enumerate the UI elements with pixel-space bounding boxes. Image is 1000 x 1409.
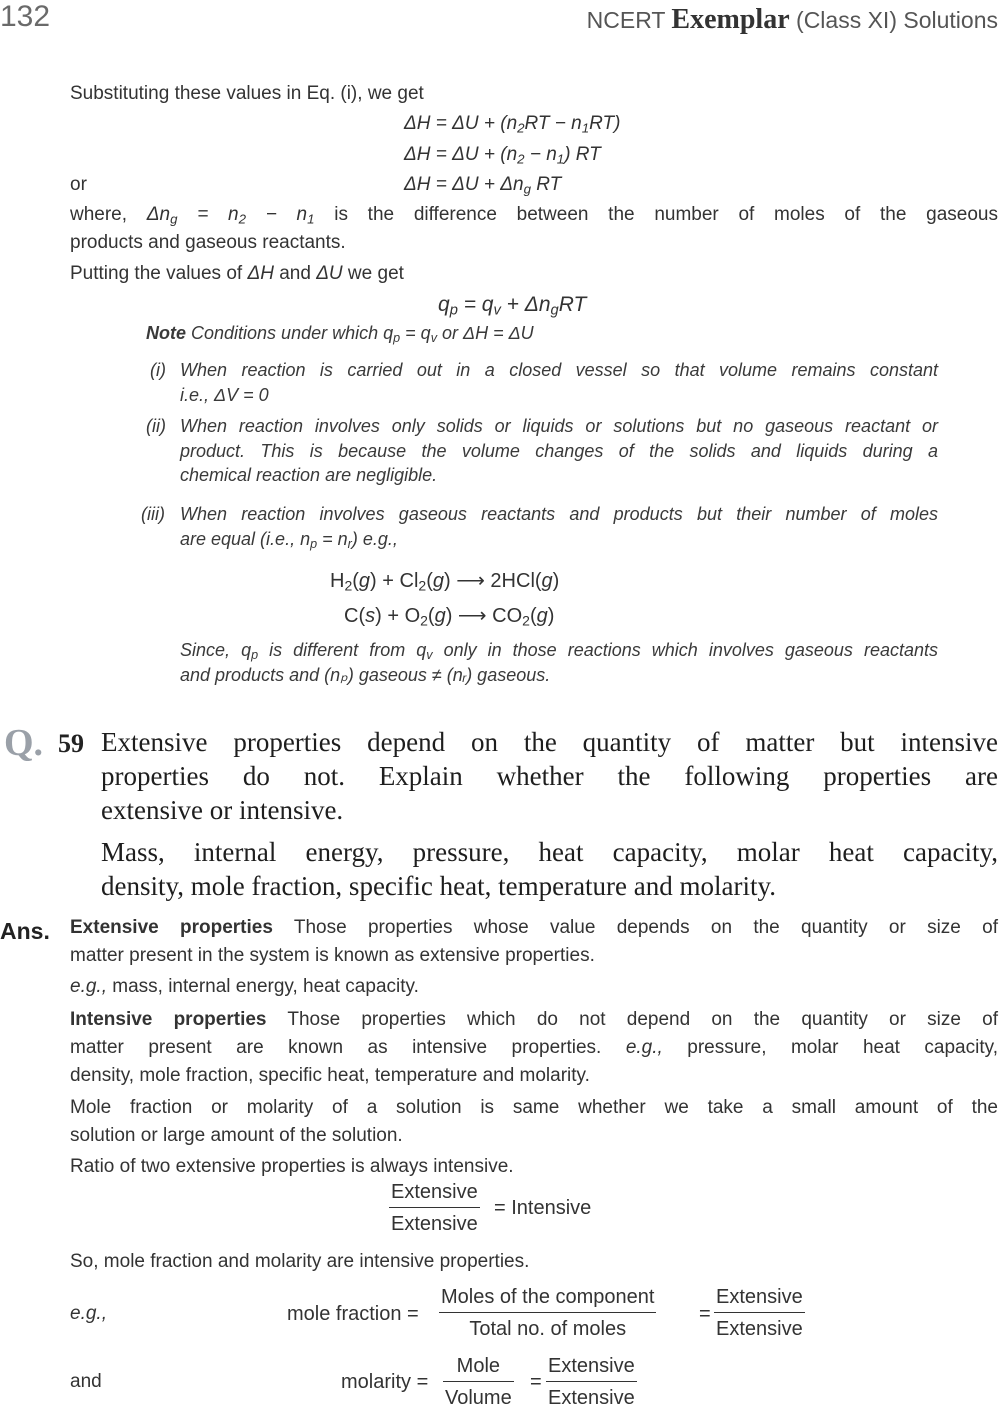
putting-suffix: we get <box>342 263 404 284</box>
molarity-bar <box>443 1381 514 1382</box>
so-line: So, mole fraction and molarity are intensive properties. <box>70 1251 530 1272</box>
where-text-2: is the difference between the number of moles of the gaseous <box>314 204 998 225</box>
molarity-label: molarity = <box>341 1371 429 1393</box>
molarity-eq-sign: = <box>530 1371 542 1393</box>
question-line-4: Mass, internal energy, pressure, heat capacity, molar heat capacity, <box>101 837 998 867</box>
molarity-ext-denominator: Extensive <box>548 1387 635 1409</box>
delta-ng-expr: $\Delta n_g = n_2 - n_1$ <box>146 204 315 227</box>
int-title: Intensive properties <box>70 1009 267 1030</box>
equation-1: $\Delta H = \Delta U + (n_2RT - n_1RT)$ <box>404 113 621 136</box>
and-label: and <box>70 1371 102 1392</box>
mf-label: mole fraction = <box>287 1303 419 1325</box>
note-item-3-line-2: are equal (i.e., $n_p = n_r$) e.g., <box>180 529 398 552</box>
int-line-1 <box>70 1010 998 1029</box>
note-item-2-line-3: chemical reaction are negligible. <box>180 465 438 485</box>
since-a: Since, <box>180 640 242 660</box>
note-item-3-num: (iii) <box>141 504 165 524</box>
ext-eg-label: e.g., <box>70 976 107 997</box>
int-line-2-eg: e.g., <box>625 1037 663 1058</box>
ext-line-2: matter present in the system is known as extensive properties. <box>70 945 595 966</box>
reaction-1: $H_2(g) + Cl_2(g)$ ⟶ 2HCl(g) <box>330 570 560 594</box>
ratio-fraction <box>389 1182 480 1234</box>
since-b: is different from <box>258 640 417 660</box>
mf-eq-sign: = <box>699 1303 711 1325</box>
molarity-fraction <box>443 1356 514 1408</box>
question-line-5: density, mole fraction, specific heat, temperature and molarity. <box>101 871 776 901</box>
question-line-2: properties do not. Explain whether the following properties are <box>101 761 998 791</box>
since-line-2: and products and (nₚ) gaseous ≠ (nᵣ) gaseous. <box>180 665 551 685</box>
question-mark: Q. <box>4 722 44 764</box>
ext-eg-text: mass, internal energy, heat capacity. <box>106 976 419 997</box>
ratio-numerator: Extensive <box>391 1181 478 1203</box>
ratio-line: Ratio of two extensive properties is always intensive. <box>70 1156 514 1177</box>
int-line-1-text: Those properties which do not depend on the quantity or size of <box>266 1009 998 1030</box>
equation-3: $\Delta H = \Delta U + \Delta n_g$ RT <box>404 174 562 197</box>
int-line-2b: pressure, molar heat capacity, <box>662 1037 998 1058</box>
brand-bold: Exemplar <box>671 4 790 35</box>
ext-eg-line <box>70 977 419 996</box>
mf-denominator: Total no. of moles <box>469 1318 627 1340</box>
where-line <box>70 204 998 227</box>
molarity-ext-fraction <box>546 1356 637 1408</box>
note-item-2-line-1: When reaction involves only solids or liquids or solutions but no gaseous reactant or <box>180 416 938 436</box>
note-label: Note <box>146 323 186 343</box>
mf-ext-numerator: Extensive <box>716 1286 803 1308</box>
running-head <box>587 4 998 36</box>
note-item-1-line-2: i.e., ΔV = 0 <box>180 385 269 405</box>
molarity-ext-numerator: Extensive <box>548 1355 635 1377</box>
molarity-numerator: Mole <box>456 1355 501 1377</box>
int-line-2a: matter present are known as intensive properties. <box>70 1037 626 1058</box>
mf-bar <box>439 1312 656 1313</box>
where-text: where, <box>70 204 147 225</box>
note-item-3-line-1: When reaction involves gaseous reactants and products but their number of moles <box>180 504 938 524</box>
equation-2: $\Delta H = \Delta U + (n_2 - n_1)$ RT <box>404 144 601 167</box>
brand-prefix: NCERT <box>586 7 672 33</box>
mf-numerator: Moles of the component <box>441 1286 655 1308</box>
molarity-denominator: Volume <box>445 1387 512 1409</box>
mole-line-2: solution or large amount of the solution. <box>70 1125 403 1146</box>
int-line-2 <box>70 1038 998 1057</box>
question-line-1: Extensive properties depend on the quantity of matter but intensive <box>101 727 998 757</box>
brand-suffix: (Class XI) Solutions <box>789 7 998 33</box>
putting-line <box>70 264 404 283</box>
ext-line-1 <box>70 918 998 937</box>
int-line-3: density, mole fraction, specific heat, temperature and molarity. <box>70 1065 590 1086</box>
page-number: 132 <box>0 0 51 33</box>
molarity-ext-bar <box>546 1381 637 1382</box>
reaction-2: $C(s) + O_2(g)$ ⟶ $CO_2(g)$ <box>344 605 555 629</box>
mf-ext-fraction <box>714 1287 805 1339</box>
answer-label: Ans. <box>0 918 50 944</box>
delta-h: ΔH <box>247 263 274 284</box>
or-label: or <box>70 174 87 195</box>
ratio-denominator: Extensive <box>391 1213 478 1235</box>
mole-line-1: Mole fraction or molarity of a solution is same whether we take a small amount of the <box>70 1097 998 1118</box>
where-line-2: products and gaseous reactants. <box>70 232 346 253</box>
note-item-3-line-2b: ) e.g., <box>351 529 398 549</box>
equation-qp: $q_p = q_v + \Delta n_gRT$ <box>438 293 587 319</box>
putting-and: and <box>273 263 317 284</box>
substituting-line: Substituting these values in Eq. (i), we get <box>70 83 424 104</box>
note-heading-text: Conditions under which <box>186 323 384 343</box>
note-item-2-num: (ii) <box>146 416 166 436</box>
ratio-result: = Intensive <box>494 1197 592 1219</box>
question-number: 59 <box>58 729 84 758</box>
mf-fraction <box>439 1287 656 1339</box>
note-heading: Note Conditions under which $q_p = q_v$ or ΔH = ΔU <box>146 323 534 346</box>
putting-prefix: Putting the values of <box>70 263 248 284</box>
ext-line-1-text: Those properties whose value depends on the quantity or size of <box>272 917 998 938</box>
note-item-2-line-2: product. This is because the volume changes of the solids and liquids during a <box>180 441 938 461</box>
question-line-3: extensive or intensive. <box>101 795 344 825</box>
since-line-1: Since, $q_p$ is different from $q_v$ only in those reactions which involves gaseous reactants <box>180 640 938 663</box>
note-item-3-line-2a: are equal (i.e., <box>180 529 301 549</box>
mf-ext-denominator: Extensive <box>716 1318 803 1340</box>
mf-ext-bar <box>714 1312 805 1313</box>
delta-u: ΔU <box>316 263 343 284</box>
note-item-1-num: (i) <box>150 360 166 380</box>
since-c: only in those reactions which involves gaseous reactants <box>432 640 938 660</box>
ratio-bar <box>389 1207 480 1208</box>
note-item-1-line-1: When reaction is carried out in a closed vessel so that volume remains constant <box>180 360 938 380</box>
ext-title: Extensive properties <box>70 917 273 938</box>
eg-label: e.g., <box>70 1303 107 1324</box>
